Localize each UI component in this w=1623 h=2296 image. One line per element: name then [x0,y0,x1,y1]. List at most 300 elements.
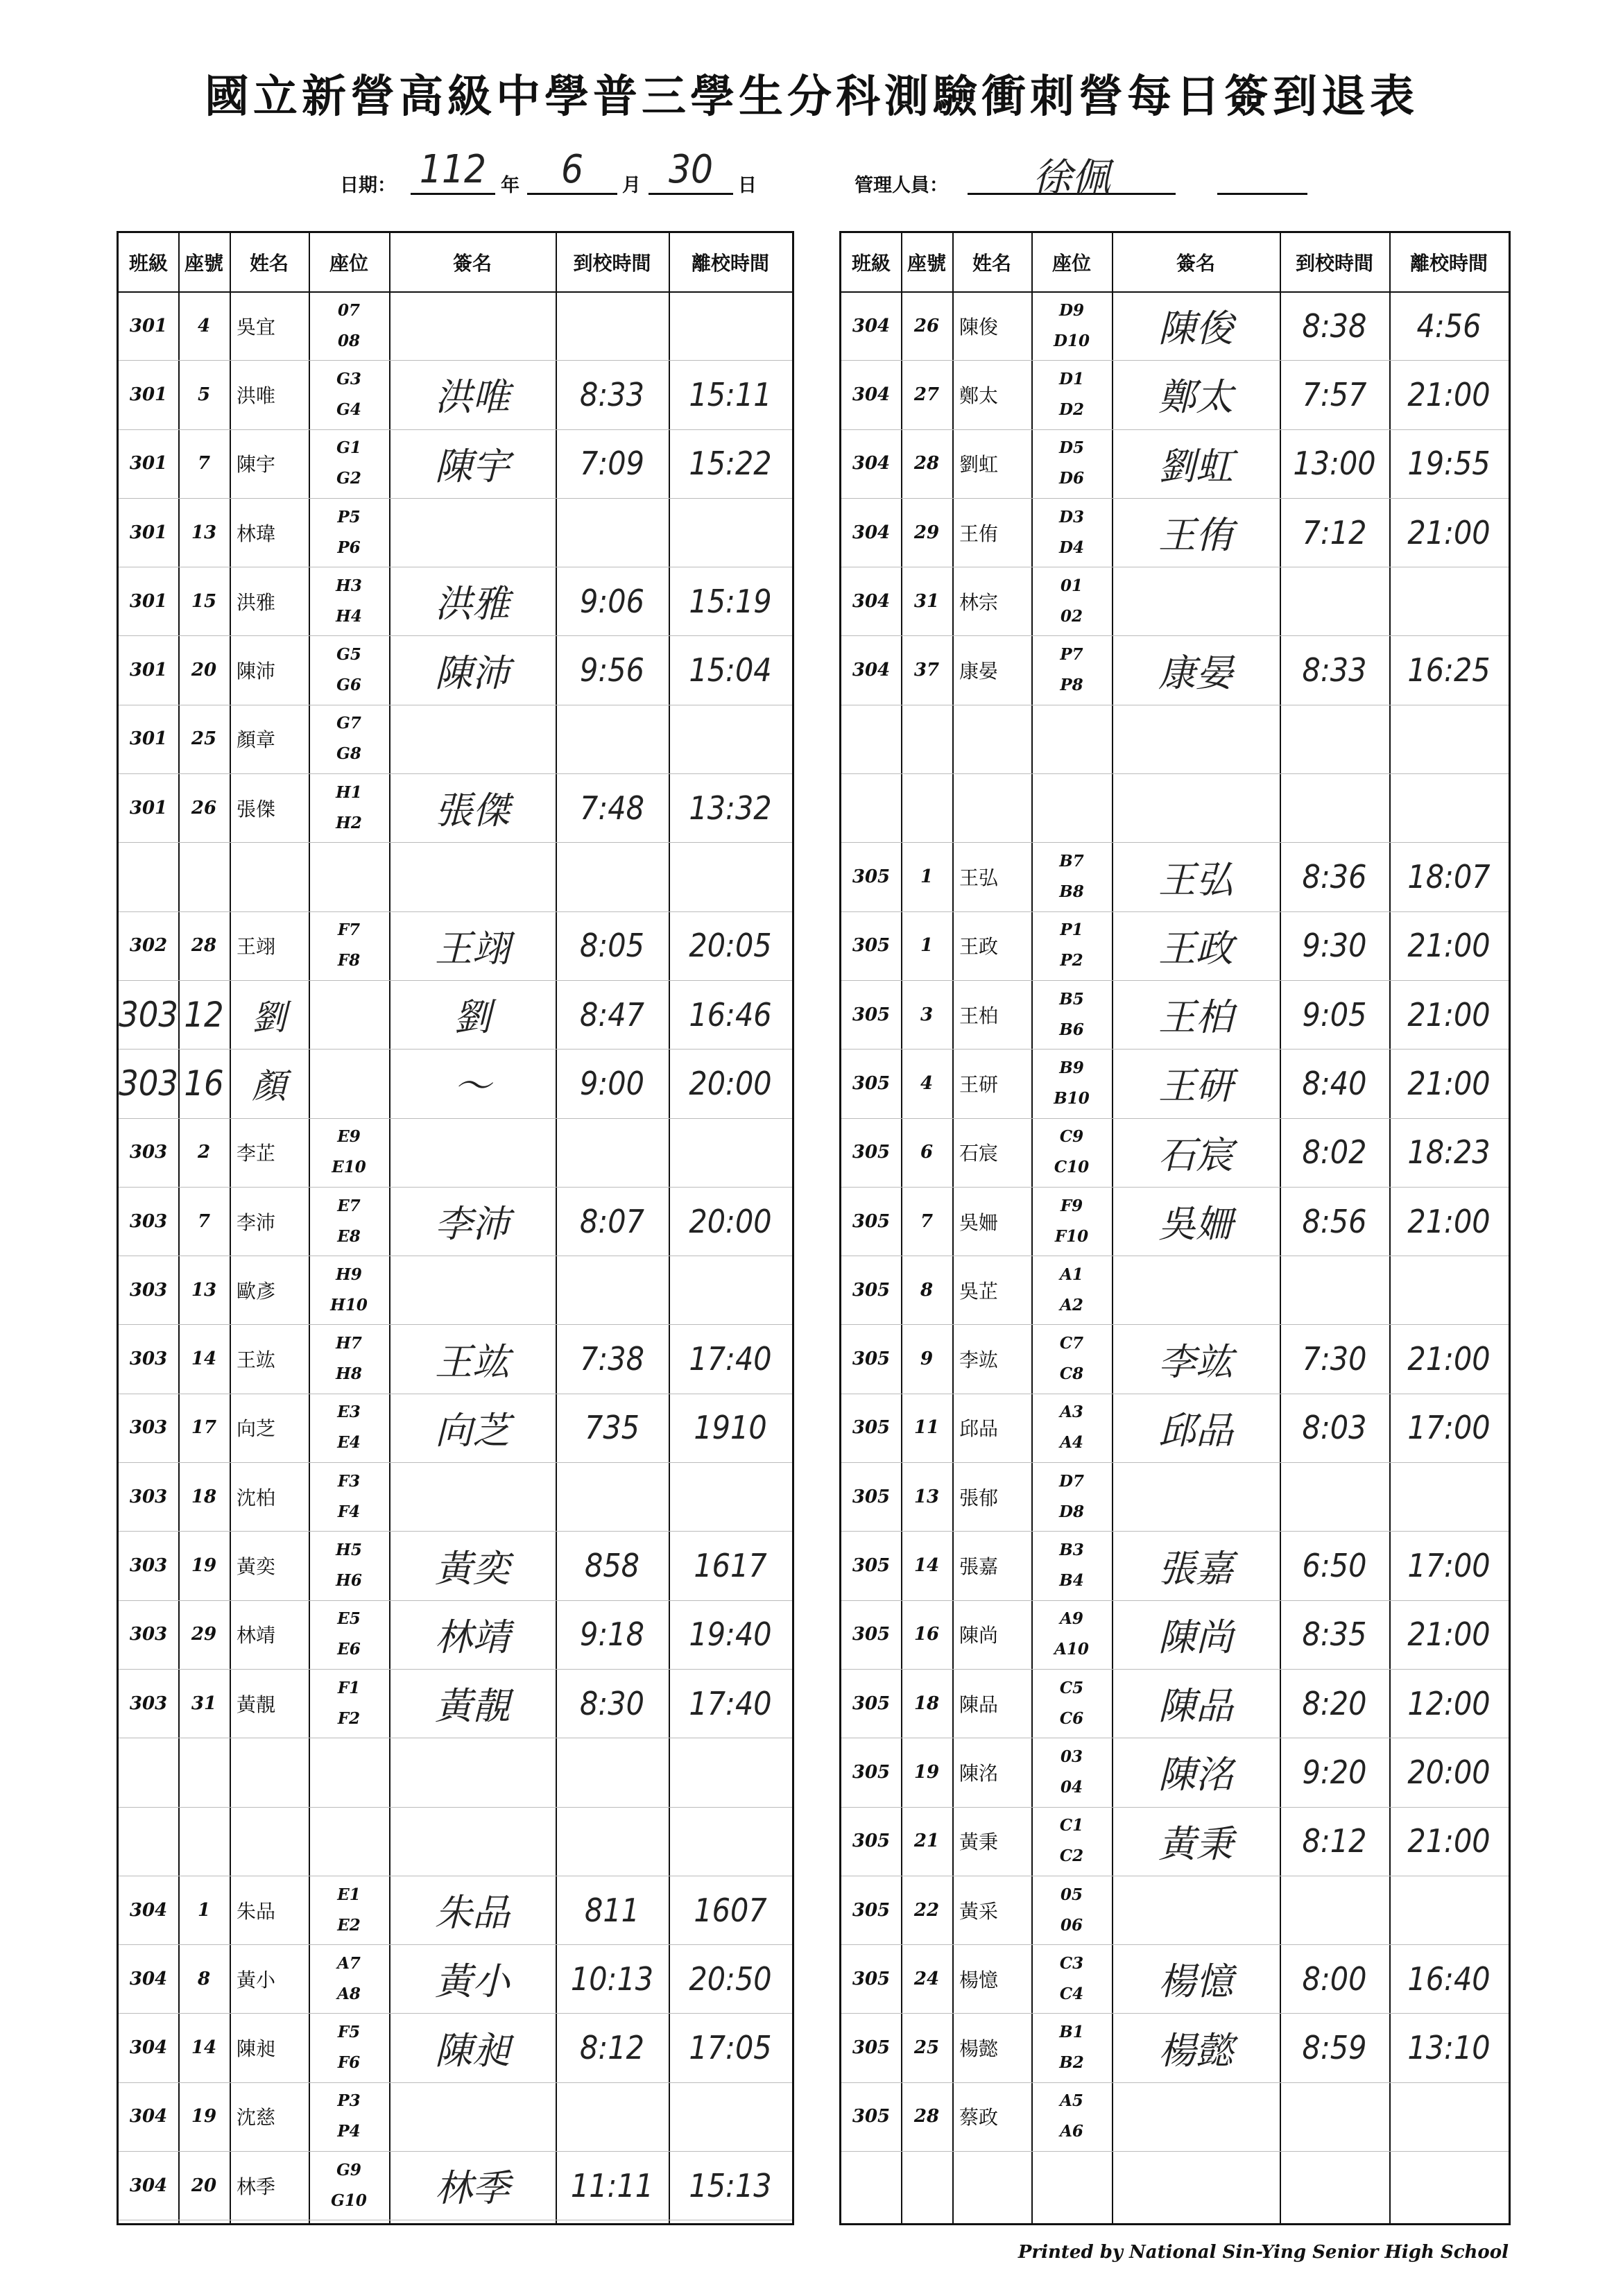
class-cell: 305 [852,1142,891,1163]
seat-position-cell [1031,1944,1112,2013]
departure-time-cell [669,705,792,773]
departure-time-cell: 18:07 [1407,858,1491,896]
seat-position-cell [1031,1876,1112,1944]
class-cell [119,842,178,911]
arrival-time-cell: 8:00 [1302,1960,1367,1998]
student-name-cell: 吳宜 [237,315,276,339]
seat-position-cell [1031,842,1112,911]
departure-time-cell: 19:55 [1407,445,1491,483]
signature-cell: 朱品 [435,1891,510,1935]
arrival-time-cell: 7:38 [580,1340,644,1378]
arrival-time-cell: 858 [585,1547,639,1585]
seat-position-cell [1031,1118,1112,1187]
seat-code: B1 [1059,2023,1084,2042]
seat-code: B7 [1059,852,1084,871]
signature-cell: 陳俊 [1158,307,1233,351]
manager-signature: 徐佩 [1033,155,1110,200]
seat-position-cell [309,1600,389,1669]
arrival-time-cell [1280,1462,1389,1531]
seat-code: F2 [337,1708,361,1728]
seat-position-cell [1031,911,1112,980]
arrival-time-cell: 8:47 [580,995,644,1034]
seat-code: 05 [1060,1885,1083,1904]
signature-cell: 鄭太 [1158,375,1233,420]
class-cell: 304 [852,590,891,612]
seat-position-cell [309,1876,389,1944]
arrival-time-cell [1280,773,1389,842]
departure-time-cell [1389,567,1509,635]
departure-time-cell: 15:11 [689,375,772,413]
arrival-time-cell: 8:20 [1302,1684,1367,1722]
seat-code: P4 [337,2122,361,2141]
table-row [119,911,792,981]
signature-cell: 陳洺 [1158,1753,1233,1797]
student-name-handwritten: 劉 [252,997,286,1038]
signature-cell: 陳宇 [435,444,510,488]
seat-code: H7 [336,1334,362,1353]
student-name-cell [952,705,1038,773]
column-header: 班級 [851,252,891,275]
arrival-time-cell: 8:03 [1302,1409,1367,1447]
date-label: 日期： [340,175,396,196]
departure-time-cell: 16:40 [1407,1960,1491,1998]
seat-position-cell [309,980,389,1049]
seat-code: G3 [336,369,361,388]
arrival-time-cell: 6:50 [1302,1547,1367,1585]
seat-code: D10 [1054,331,1090,350]
student-name-cell: 李沛 [237,1210,276,1234]
class-cell-handwritten: 303 [119,1063,178,1104]
class-cell: 301 [129,453,168,474]
departure-time-cell: 17:40 [689,1684,772,1722]
seat-code: D7 [1059,1471,1084,1491]
column-header: 簽名 [1176,252,1215,275]
seat-code: G6 [336,676,361,695]
signature-cell: 陳沛 [435,651,510,695]
student-name-cell: 李竑 [959,1348,999,1372]
table-row [119,1944,792,2014]
seat-number-cell: 18 [191,1486,217,1507]
departure-time-cell [669,291,792,360]
departure-time-cell: 4:56 [1416,307,1482,345]
seat-code: D5 [1059,438,1084,458]
column-header: 班級 [128,252,168,275]
seat-code: F9 [1060,1196,1083,1215]
arrival-time-cell [556,1118,669,1187]
seat-code: G9 [336,2160,361,2179]
seat-position-cell [1031,1187,1112,1256]
column-header: 座位 [329,252,368,275]
arrival-time-cell [1280,1876,1389,1944]
month-label: 月 [622,175,641,196]
arrival-time-cell: 7:30 [1302,1340,1367,1378]
signature-cell: 王研 [1158,1064,1233,1108]
column-header: 姓名 [972,252,1011,275]
departure-time-cell: 21:00 [1407,1202,1491,1240]
arrival-time-cell [556,2082,669,2151]
student-name-cell: 黃秉 [959,1831,999,1854]
student-name-cell: 陳宇 [237,453,276,477]
arrival-time-cell: 8:07 [580,1202,644,1240]
seat-code: B8 [1059,882,1084,902]
student-name-cell: 王侑 [959,522,999,545]
departure-time-cell [669,1462,792,1531]
student-name-cell: 陳品 [959,1693,999,1716]
seat-position-cell [309,1669,389,1738]
table-row [119,2151,792,2220]
table-row [841,1669,1509,1738]
seat-position-cell [1031,1531,1112,1600]
signature-cell [1112,1256,1280,1324]
table-row [841,2014,1509,2083]
class-cell: 304 [852,453,891,474]
seat-number-cell: 28 [191,935,217,957]
seat-code: E2 [337,1915,361,1935]
table-row [841,636,1509,705]
arrival-time-cell: 8:40 [1302,1064,1367,1102]
departure-time-cell: 16:25 [1407,651,1491,689]
signature-cell [389,842,556,911]
seat-position-cell [1031,2082,1112,2151]
table-row [841,911,1509,981]
class-cell: 305 [852,1831,891,1852]
departure-time-cell [1389,705,1509,773]
seat-code: D6 [1059,469,1084,488]
departure-time-cell: 18:23 [1407,1133,1491,1172]
table-row [841,1944,1509,2014]
seat-code: D1 [1059,369,1084,388]
departure-time-cell: 13:32 [689,789,772,827]
departure-time-cell: 21:00 [1407,927,1491,965]
arrival-time-cell [1280,705,1389,773]
class-cell: 302 [129,935,168,957]
seat-code: G7 [336,714,361,733]
student-name-cell: 王弘 [959,866,999,890]
day-label: 日 [738,175,757,196]
table-row [119,636,792,705]
signature-cell: 李沛 [435,1202,510,1246]
column-header: 座號 [184,252,223,275]
seat-position-cell [1031,1807,1112,1876]
seat-code: 07 [337,300,360,320]
student-name-cell: 沈柏 [237,1486,276,1509]
signature-cell: 王政 [1158,926,1233,970]
arrival-time-cell [556,1807,669,1876]
table-row [841,1876,1509,1945]
class-cell: 304 [129,1899,168,1921]
column-header: 姓名 [249,252,289,275]
table-row [119,429,792,499]
departure-time-cell: 15:04 [689,651,772,689]
student-name-cell: 石宸 [959,1142,999,1165]
seat-code: P8 [1060,676,1083,695]
seat-code: F4 [337,1502,361,1521]
seat-position-cell [1031,1738,1112,1806]
class-cell: 304 [852,522,891,543]
arrival-time-cell: 9:00 [580,1064,644,1102]
seat-position-cell [1031,1325,1112,1394]
seat-number-cell: 1 [197,1899,211,1921]
seat-position-cell [1031,567,1112,635]
seat-number-cell: 20 [191,660,217,681]
table-row [841,1118,1509,1188]
class-cell: 305 [852,1624,891,1645]
seat-code: G1 [336,438,361,458]
arrival-time-cell: 9:05 [1302,995,1367,1034]
signature-cell: 陳昶 [435,2028,510,2073]
seat-code: D8 [1059,1502,1084,1521]
seat-code: F6 [337,2053,361,2073]
seat-number-cell: 1 [920,866,934,888]
signature-cell: 張嘉 [1158,1546,1233,1591]
seat-code: A5 [1060,2091,1083,2111]
class-cell: 304 [129,2106,168,2127]
seat-position-cell [1031,498,1112,567]
student-name-cell: 楊憶 [959,1968,999,1991]
table-row [841,1394,1509,1463]
seat-code: H5 [336,1541,362,1560]
signature-cell: 洪雅 [435,582,510,626]
class-cell-handwritten: 303 [119,994,178,1035]
student-name-cell: 洪雅 [237,590,276,614]
student-name-cell: 林宗 [959,590,999,614]
signature-cell: 王竑 [435,1339,510,1384]
seat-code: C9 [1059,1127,1084,1147]
seat-code: G10 [331,2191,367,2210]
departure-time-cell: 21:00 [1407,995,1491,1034]
signature-cell: 黃秉 [1158,1822,1233,1866]
column-header: 離校時間 [691,252,769,275]
arrival-time-cell: 9:56 [580,651,644,689]
table-row [841,1049,1509,1118]
month-value: 6 [560,147,584,192]
class-cell: 301 [129,797,168,819]
seat-number-cell: 6 [920,1142,934,1163]
signature-cell: 陳品 [1158,1684,1233,1729]
seat-number-cell: 7 [197,1210,211,1232]
class-cell: 303 [129,1348,168,1370]
student-name-cell: 林季 [237,2175,276,2198]
student-name-cell: 張郁 [959,1486,999,1509]
seat-number-cell: 4 [197,315,211,336]
seat-number-cell: 29 [191,1624,217,1645]
seat-code: 08 [337,331,360,350]
table-row [119,2082,792,2152]
column-header: 座號 [907,252,946,275]
table-row [841,360,1509,429]
departure-time-cell: 1607 [694,1891,767,1929]
class-cell [841,773,901,842]
seat-code: H6 [336,1571,362,1591]
seat-code: E5 [337,1609,361,1629]
seat-code: H8 [336,1364,362,1384]
seat-number-cell: 21 [913,1831,940,1852]
table-row [841,498,1509,567]
seat-position-cell [309,360,389,429]
seat-code: F8 [337,951,361,970]
seat-position-cell [309,842,389,911]
student-name-cell: 顏章 [237,728,276,752]
arrival-time-cell [556,1462,669,1531]
seat-code: H10 [330,1295,368,1314]
departure-time-cell: 1910 [694,1409,767,1447]
class-cell: 303 [129,1555,168,1577]
seat-code: A4 [1060,1433,1083,1453]
seat-code: B2 [1059,2053,1084,2073]
table-header-row [841,233,1509,293]
departure-time-cell: 15:22 [689,445,772,483]
table-row [841,291,1509,361]
arrival-time-cell: 8:33 [580,375,644,413]
table-row [119,773,792,843]
table-row [119,1325,792,1394]
seat-code: G5 [336,645,361,665]
seat-code: C8 [1059,1364,1084,1384]
signature-cell: 劉 [454,995,491,1040]
column-header: 簽名 [452,252,492,275]
seat-code: E8 [337,1226,361,1246]
seat-position-cell [309,1531,389,1600]
departure-time-cell [669,1807,792,1876]
seat-number-cell: 27 [913,384,940,405]
signature-cell: 楊憶 [1158,1960,1233,2004]
seat-number-cell: 28 [913,453,940,474]
signature-cell: 王弘 [1158,857,1233,902]
arrival-time-cell [556,842,669,911]
seat-position-cell [1031,1049,1112,1117]
seat-number-cell: 15 [191,590,217,612]
signature-cell: 黃奕 [435,1546,510,1591]
table-row [841,773,1509,843]
class-cell: 303 [129,1279,168,1301]
arrival-time-cell [556,498,669,567]
seat-code: G2 [336,469,361,488]
seat-code: C6 [1059,1708,1084,1728]
departure-time-cell: 13:10 [1407,2029,1491,2067]
table-row [119,1807,792,1876]
table-row [841,705,1509,774]
table-row [119,980,792,1050]
seat-code: 03 [1060,1747,1083,1766]
seat-position-cell [309,911,389,980]
departure-time-cell [669,498,792,567]
arrival-time-cell: 8:38 [1302,307,1367,345]
seat-code: B6 [1059,1020,1084,1039]
seat-code: 02 [1060,606,1083,626]
departure-time-cell [669,1256,792,1324]
signature-cell: 劉虹 [1158,444,1233,488]
seat-number-cell [178,1738,230,1806]
seat-number-cell: 25 [913,2037,940,2059]
signature-cell: 康晏 [1158,651,1233,695]
seat-number-cell: 2 [197,1142,211,1163]
departure-time-cell [1389,773,1509,842]
arrival-time-cell: 9:06 [580,582,644,620]
table-row [119,1600,792,1670]
seat-code: A9 [1060,1609,1083,1629]
class-cell: 305 [852,1486,891,1507]
table-row [841,2082,1509,2152]
signature-cell: 向芝 [435,1408,510,1453]
student-name-cell [230,1807,316,1876]
signature-cell: 王侑 [1158,513,1233,558]
student-name-cell: 李芷 [237,1142,276,1165]
column-header: 離校時間 [1409,252,1488,275]
table-row [841,1187,1509,1256]
seat-code: F7 [337,920,361,940]
year-value: 112 [419,147,487,192]
departure-time-cell [1389,1462,1509,1531]
student-name-cell: 張傑 [237,797,276,821]
departure-time-cell: 21:00 [1407,375,1491,413]
seat-position-cell [309,2014,389,2082]
seat-position-cell [309,1187,389,1256]
class-cell: 304 [852,315,891,336]
seat-number-cell: 14 [913,1555,940,1577]
student-name-cell: 林瑋 [237,522,276,545]
seat-code: F5 [337,2023,361,2042]
arrival-time-cell [1280,2082,1389,2151]
footer-credit: Printed by National Sin-Ying Senior High School [1017,2242,1509,2263]
class-cell: 303 [129,1142,168,1163]
seat-position-cell [1031,1394,1112,1462]
arrival-time-cell: 8:12 [1302,1822,1367,1860]
seat-number-cell: 20 [191,2175,217,2196]
table-row [119,705,792,774]
seat-code: A3 [1060,1403,1083,1422]
seat-number-handwritten: 12 [184,994,224,1035]
arrival-time-cell: 9:30 [1302,927,1367,965]
table-row [119,291,792,361]
seat-position-cell [309,1256,389,1324]
signature-cell [1112,773,1280,842]
seat-number-cell: 9 [920,1348,934,1370]
class-cell: 305 [852,1348,891,1370]
seat-position-cell [309,2151,389,2220]
student-name-cell: 向芝 [237,1417,276,1441]
class-cell: 305 [852,866,891,888]
seat-number-cell: 14 [191,2037,217,2059]
seat-position-cell [309,705,389,773]
student-name-cell: 歐彥 [237,1279,276,1303]
seat-position-cell [1031,705,1112,773]
class-cell: 304 [129,1968,168,1989]
student-name-cell: 楊懿 [959,2037,999,2061]
student-name-cell: 王政 [959,935,999,959]
student-name-cell: 王柏 [959,1004,999,1027]
seat-code: A2 [1060,1295,1083,1314]
departure-time-cell: 1617 [694,1547,767,1585]
arrival-time-cell: 8:59 [1302,2029,1367,2067]
seat-code: C5 [1059,1678,1084,1697]
class-cell: 301 [129,728,168,750]
seat-number-cell: 13 [191,522,217,543]
departure-time-cell: 21:00 [1407,1064,1491,1102]
seat-number-cell [178,842,230,911]
column-header: 座位 [1051,252,1091,275]
signature-cell [389,2082,556,2151]
departure-time-cell [669,842,792,911]
arrival-time-cell: 8:12 [580,2029,644,2067]
seat-number-cell: 29 [913,522,940,543]
class-cell: 304 [852,660,891,681]
seat-position-cell [1031,773,1112,842]
seat-code: A1 [1060,1265,1083,1284]
seat-code: A6 [1060,2122,1083,2141]
seat-number-cell: 13 [913,1486,940,1507]
seat-code: C4 [1059,1984,1084,2003]
seat-position-cell [309,636,389,705]
